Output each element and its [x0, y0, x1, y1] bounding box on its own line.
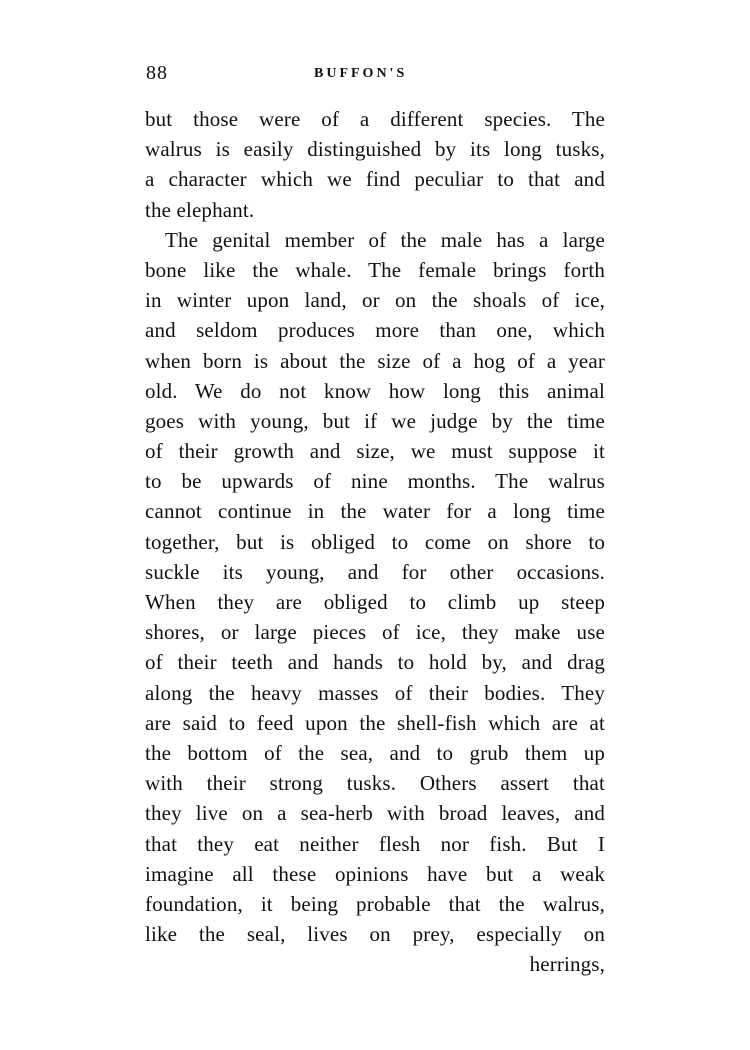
- text-line: cannot continue in the water for a long time: [145, 499, 605, 524]
- page-number: 88: [146, 62, 168, 84]
- text-line: but those were of a different species. The: [145, 107, 605, 131]
- text-line: along the heavy masses of their bodies. They: [145, 680, 605, 705]
- text-line: together, but is obliged to come on shore to: [145, 529, 605, 554]
- text-line: goes with young, but if we judge by the time: [145, 408, 605, 433]
- text-line: of their growth and size, we must suppose it: [145, 439, 605, 464]
- paragraph-first-line: The genital member of the male has a large: [165, 227, 605, 252]
- text-line: they live on a sea-herb with broad leaves, and: [145, 801, 605, 826]
- text-line: of their teeth and hands to hold by, and drag: [145, 650, 605, 675]
- text-line: suckle its young, and for other occasions.: [145, 559, 605, 584]
- text-line: the elephant.: [145, 197, 255, 222]
- text-line: that they eat neither flesh nor fish. But I: [145, 831, 605, 856]
- text-line: when born is about the size of a hog of a year: [145, 348, 605, 373]
- running-head: BUFFON'S: [314, 66, 408, 81]
- catchword: herrings,: [529, 952, 605, 977]
- text-line: When they are obliged to climb up steep: [145, 590, 605, 614]
- text-line: a character which we find peculiar to that and: [145, 167, 605, 192]
- text-line: and seldom produces more than one, which: [145, 318, 605, 343]
- text-line: with their strong tusks. Others assert that: [145, 771, 605, 796]
- text-line: imagine all these opinions have but a weak: [145, 861, 605, 886]
- body-text: [145, 104, 605, 979]
- text-line: to be upwards of nine months. The walrus: [145, 469, 605, 494]
- text-line: foundation, it being probable that the walrus,: [145, 891, 605, 916]
- text-line: are said to feed upon the shell-fish which are at: [145, 710, 605, 735]
- page-header: [146, 62, 601, 92]
- text-line: in winter upon land, or on the shoals of ice,: [145, 288, 605, 313]
- text-line: like the seal, lives on prey, especially on: [145, 922, 605, 947]
- text-line: bone like the whale. The female brings forth: [145, 257, 605, 282]
- text-line: old. We do not know how long this animal: [145, 378, 605, 403]
- text-line: walrus is easily distinguished by its long tusks,: [145, 137, 605, 162]
- text-line: the bottom of the sea, and to grub them up: [145, 740, 605, 765]
- text-line: shores, or large pieces of ice, they make use: [145, 620, 605, 645]
